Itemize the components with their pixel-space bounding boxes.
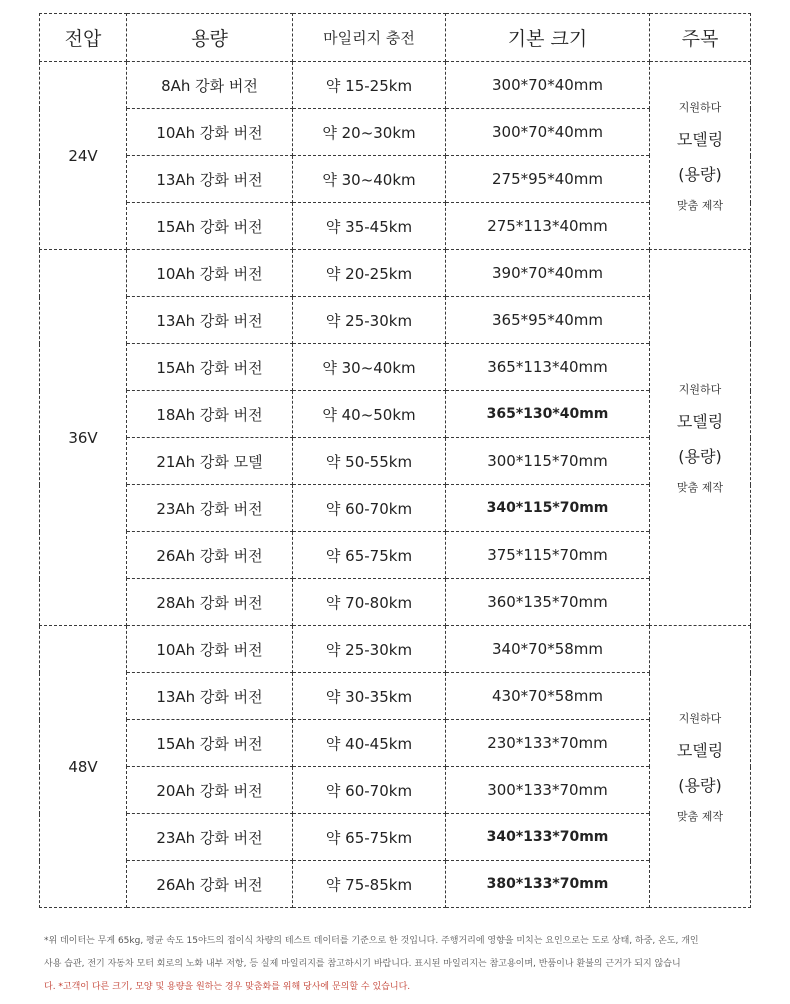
footnote-line-3: 다. *고객이 다른 크기, 모양 및 용량을 원하는 경우 맞춤화를 위해 당사에 문의할 수 있습니다. bbox=[44, 982, 411, 992]
table-row bbox=[40, 297, 751, 344]
note-custom: 맞춤 제작 bbox=[676, 198, 723, 212]
battery-spec-table bbox=[39, 13, 751, 908]
mileage-cell: 약 70-80km bbox=[293, 579, 446, 626]
mileage-header: 마일리지 충전 bbox=[293, 14, 446, 62]
note-custom: 맞춤 제작 bbox=[676, 809, 723, 823]
capacity-cell: 28Ah 강화 버전 bbox=[127, 579, 293, 626]
mileage-cell: 약 20-25km bbox=[293, 250, 446, 297]
voltage-header: 전압 bbox=[40, 14, 127, 62]
capacity-cell: 15Ah 강화 버전 bbox=[127, 203, 293, 250]
note-capacity: (용량) bbox=[678, 775, 722, 795]
note-capacity: (용량) bbox=[678, 164, 722, 184]
size-cell: 340*70*58mm bbox=[446, 626, 650, 673]
capacity-cell: 18Ah 강화 버전 bbox=[127, 391, 293, 438]
size-cell: 380*133*70mm bbox=[446, 861, 650, 908]
table-row bbox=[40, 720, 751, 767]
mileage-cell: 약 30~40km bbox=[293, 156, 446, 203]
capacity-cell: 13Ah 강화 버전 bbox=[127, 156, 293, 203]
size-cell: 300*115*70mm bbox=[446, 438, 650, 485]
size-cell: 275*113*40mm bbox=[446, 203, 650, 250]
note-support: 지원하다 bbox=[678, 100, 722, 114]
capacity-cell: 15Ah 강화 버전 bbox=[127, 344, 293, 391]
size-cell: 340*133*70mm bbox=[446, 814, 650, 861]
mileage-cell: 약 60-70km bbox=[293, 485, 446, 532]
table-row bbox=[40, 814, 751, 861]
mileage-cell: 약 40~50km bbox=[293, 391, 446, 438]
voltage-cell: 48V bbox=[40, 626, 127, 908]
note-cell bbox=[650, 250, 751, 626]
size-cell: 375*115*70mm bbox=[446, 532, 650, 579]
size-cell: 365*95*40mm bbox=[446, 297, 650, 344]
table-row bbox=[40, 532, 751, 579]
table-row bbox=[40, 767, 751, 814]
size-header: 기본 크기 bbox=[446, 14, 650, 62]
mileage-cell: 약 30-35km bbox=[293, 673, 446, 720]
size-cell: 230*133*70mm bbox=[446, 720, 650, 767]
note-header: 주목 bbox=[650, 14, 751, 62]
note-modeling: 모델링 bbox=[676, 129, 724, 149]
footnote-line-2: 사용 습관, 전기 자동차 모터 회로의 노화 내부 저항, 등 실제 마일리지를 참고하시기 바랍니다. 표시된 마일리지는 참고용이며, 반품이나 환불의 근거가 되지 않습니 bbox=[44, 959, 681, 969]
capacity-cell: 21Ah 강화 모델 bbox=[127, 438, 293, 485]
mileage-cell: 약 15-25km bbox=[293, 62, 446, 109]
note-custom: 맞춤 제작 bbox=[676, 480, 723, 494]
capacity-cell: 23Ah 강화 버전 bbox=[127, 485, 293, 532]
capacity-cell: 13Ah 강화 버전 bbox=[127, 673, 293, 720]
table-row bbox=[40, 156, 751, 203]
capacity-cell: 26Ah 강화 버전 bbox=[127, 861, 293, 908]
footnote-line-1: *위 데이터는 무게 65kg, 평균 속도 15야드의 접이식 차량의 테스트 데이터를 기준으로 한 것입니다. 주행거리에 영향을 미치는 요인으로는 도로 상태, 하중, 온도, 개인 bbox=[44, 936, 699, 946]
size-cell: 340*115*70mm bbox=[446, 485, 650, 532]
mileage-cell: 약 40-45km bbox=[293, 720, 446, 767]
capacity-cell: 20Ah 강화 버전 bbox=[127, 767, 293, 814]
table-row bbox=[40, 391, 751, 438]
capacity-cell: 10Ah 강화 버전 bbox=[127, 109, 293, 156]
mileage-cell: 약 20~30km bbox=[293, 109, 446, 156]
table-row bbox=[40, 62, 751, 109]
mileage-cell: 약 25-30km bbox=[293, 297, 446, 344]
mileage-cell: 약 65-75km bbox=[293, 814, 446, 861]
size-cell: 360*135*70mm bbox=[446, 579, 650, 626]
capacity-cell: 10Ah 강화 버전 bbox=[127, 250, 293, 297]
size-cell: 365*113*40mm bbox=[446, 344, 650, 391]
size-cell: 430*70*58mm bbox=[446, 673, 650, 720]
capacity-cell: 26Ah 강화 버전 bbox=[127, 532, 293, 579]
mileage-cell: 약 25-30km bbox=[293, 626, 446, 673]
spec-body bbox=[40, 62, 751, 908]
voltage-cell: 24V bbox=[40, 62, 127, 250]
table-row bbox=[40, 109, 751, 156]
footnote bbox=[44, 930, 744, 999]
table-row bbox=[40, 438, 751, 485]
capacity-cell: 23Ah 강화 버전 bbox=[127, 814, 293, 861]
table-row bbox=[40, 485, 751, 532]
mileage-cell: 약 30~40km bbox=[293, 344, 446, 391]
mileage-cell: 약 60-70km bbox=[293, 767, 446, 814]
size-cell: 300*70*40mm bbox=[446, 109, 650, 156]
capacity-cell: 13Ah 강화 버전 bbox=[127, 297, 293, 344]
table-row bbox=[40, 250, 751, 297]
capacity-cell: 15Ah 강화 버전 bbox=[127, 720, 293, 767]
table-row bbox=[40, 344, 751, 391]
note-cell bbox=[650, 626, 751, 908]
note-support: 지원하다 bbox=[678, 382, 722, 396]
size-cell: 300*133*70mm bbox=[446, 767, 650, 814]
size-cell: 300*70*40mm bbox=[446, 62, 650, 109]
mileage-cell: 약 35-45km bbox=[293, 203, 446, 250]
mileage-cell: 약 75-85km bbox=[293, 861, 446, 908]
note-support: 지원하다 bbox=[678, 711, 722, 725]
mileage-cell: 약 50-55km bbox=[293, 438, 446, 485]
capacity-header: 용량 bbox=[127, 14, 293, 62]
note-capacity: (용량) bbox=[678, 446, 722, 466]
mileage-cell: 약 65-75km bbox=[293, 532, 446, 579]
size-cell: 365*130*40mm bbox=[446, 391, 650, 438]
capacity-cell: 10Ah 강화 버전 bbox=[127, 626, 293, 673]
size-cell: 390*70*40mm bbox=[446, 250, 650, 297]
voltage-cell: 36V bbox=[40, 250, 127, 626]
table-row bbox=[40, 203, 751, 250]
note-modeling: 모델링 bbox=[676, 411, 724, 431]
table-row bbox=[40, 861, 751, 908]
table-row bbox=[40, 579, 751, 626]
capacity-cell: 8Ah 강화 버전 bbox=[127, 62, 293, 109]
size-cell: 275*95*40mm bbox=[446, 156, 650, 203]
header-row bbox=[40, 14, 751, 62]
note-cell bbox=[650, 62, 751, 250]
note-box bbox=[650, 710, 750, 824]
table-row bbox=[40, 673, 751, 720]
table-row bbox=[40, 626, 751, 673]
note-modeling: 모델링 bbox=[676, 740, 724, 760]
note-box bbox=[650, 381, 750, 495]
note-box bbox=[650, 99, 750, 213]
